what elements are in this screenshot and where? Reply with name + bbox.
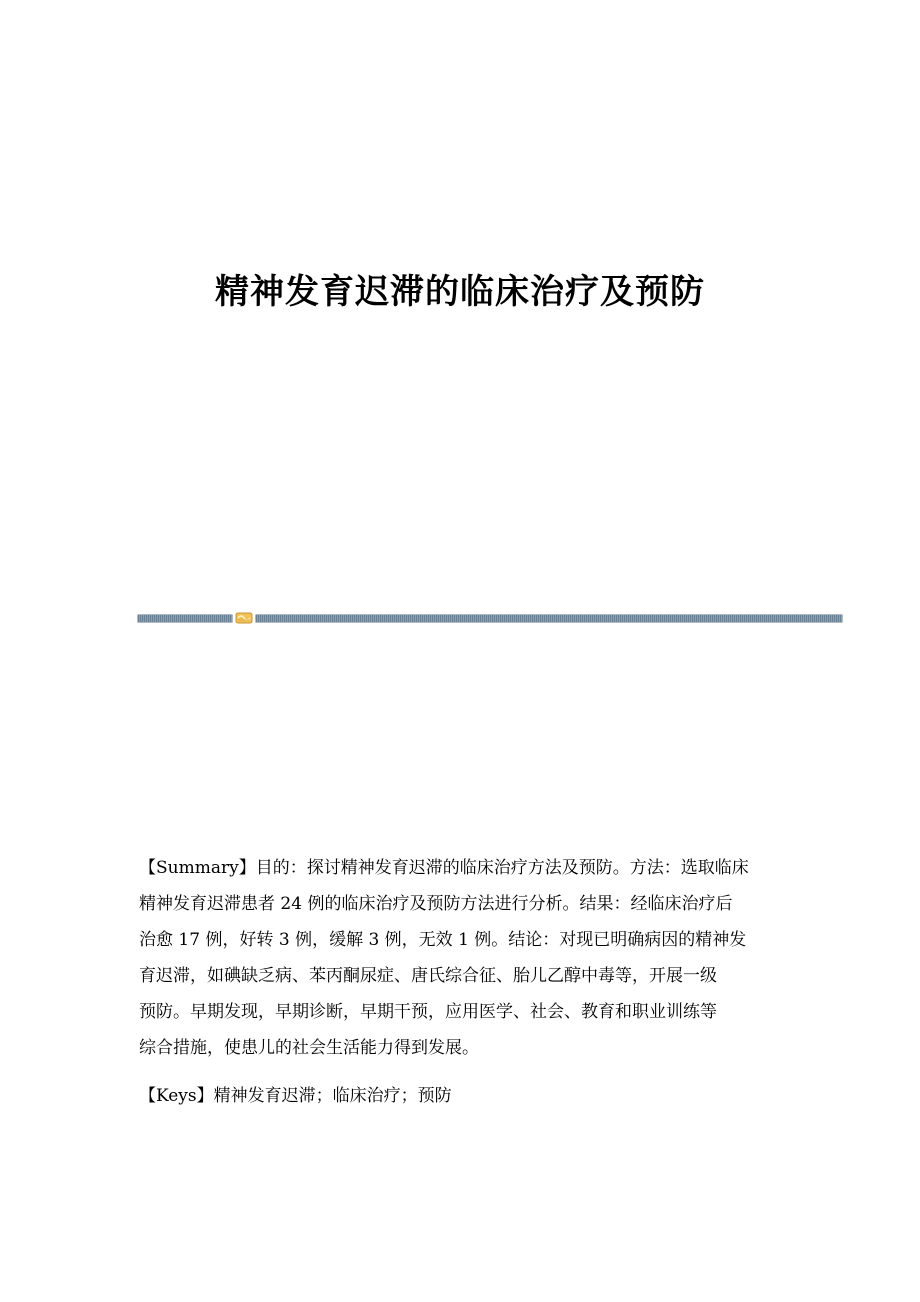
keys-label: 【Keys】 [139,1086,214,1106]
divider-bar-right [256,615,842,622]
ornament-icon [235,612,253,624]
summary-label: 【Summary】 [139,858,256,878]
summary-paragraph [139,850,789,1066]
section-divider [138,610,842,626]
keys-text: 精神发育迟滞；临床治疗；预防 [213,1086,452,1106]
summary-line-3: 治愈 17 例，好转 3 例，缓解 3 例，无效 1 例。结论：对现已明确病因的精神发 [139,930,747,950]
keys-paragraph [139,1078,789,1114]
summary-line-5: 预防。早期发现，早期诊断，早期干预，应用医学、社会、教育和职业训练等 [139,1002,717,1022]
summary-line-1 [139,850,789,886]
divider-bar-left [138,615,232,622]
summary-line-2: 精神发育迟滞患者 24 例的临床治疗及预防方法进行分析。结果：经临床治疗后 [139,894,733,914]
summary-text: 目的：探讨精神发育迟滞的临床治疗方法及预防。方法：选取临床 [255,858,749,878]
abstract [139,850,789,1114]
summary-line-6: 综合措施，使患儿的社会生活能力得到发展。 [139,1038,479,1058]
document-title: 精神发育迟滞的临床治疗及预防 [215,272,705,312]
summary-line-4: 育迟滞，如碘缺乏病、苯丙酮尿症、唐氏综合征、胎儿乙醇中毒等，开展一级 [139,966,717,986]
